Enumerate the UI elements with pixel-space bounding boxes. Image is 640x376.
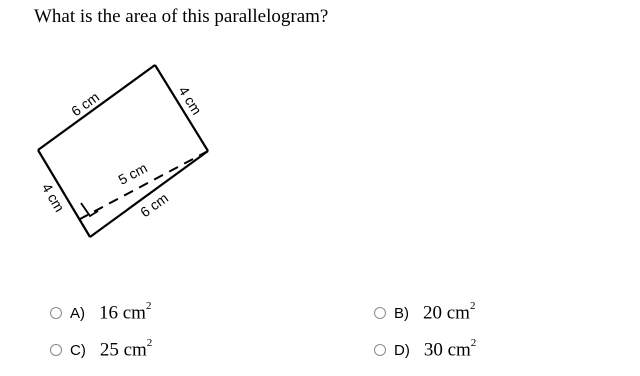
option-b-letter: B) [394,304,409,322]
option-b-exponent: 2 [469,300,476,312]
option-c-value [100,339,152,361]
option-b-value [423,302,475,324]
radio-a[interactable] [50,307,62,319]
option-d-exponent: 2 [470,337,477,349]
bottom-side-label: 6 cm [137,189,172,221]
radio-d[interactable] [374,344,386,356]
option-d-value [424,339,476,361]
bottom-side-line [90,151,208,237]
option-d[interactable] [374,339,476,361]
right-side-label: 4 cm [175,83,206,118]
top-side-label: 6 cm [68,88,103,120]
radio-b[interactable] [374,307,386,319]
right-angle-marker [81,203,98,216]
option-c-exponent: 2 [146,337,153,349]
option-c-letter: C) [70,341,86,359]
height-label: 5 cm [115,159,150,188]
question-text: What is the area of this parallelogram? [34,6,329,27]
top-side-line [38,65,155,150]
option-c[interactable] [50,339,152,361]
radio-c[interactable] [50,344,62,356]
left-side-label: 4 cm [38,180,68,215]
option-b-text: 20 cm [423,302,470,324]
option-d-letter: D) [394,341,410,359]
option-a-letter: A) [70,304,85,322]
option-b[interactable] [374,302,475,324]
option-a-text: 16 cm [99,302,146,324]
option-a[interactable] [50,302,151,324]
option-a-exponent: 2 [145,300,152,312]
option-a-value [99,302,151,324]
option-c-text: 25 cm [99,339,147,361]
option-d-text: 30 cm [423,339,471,361]
